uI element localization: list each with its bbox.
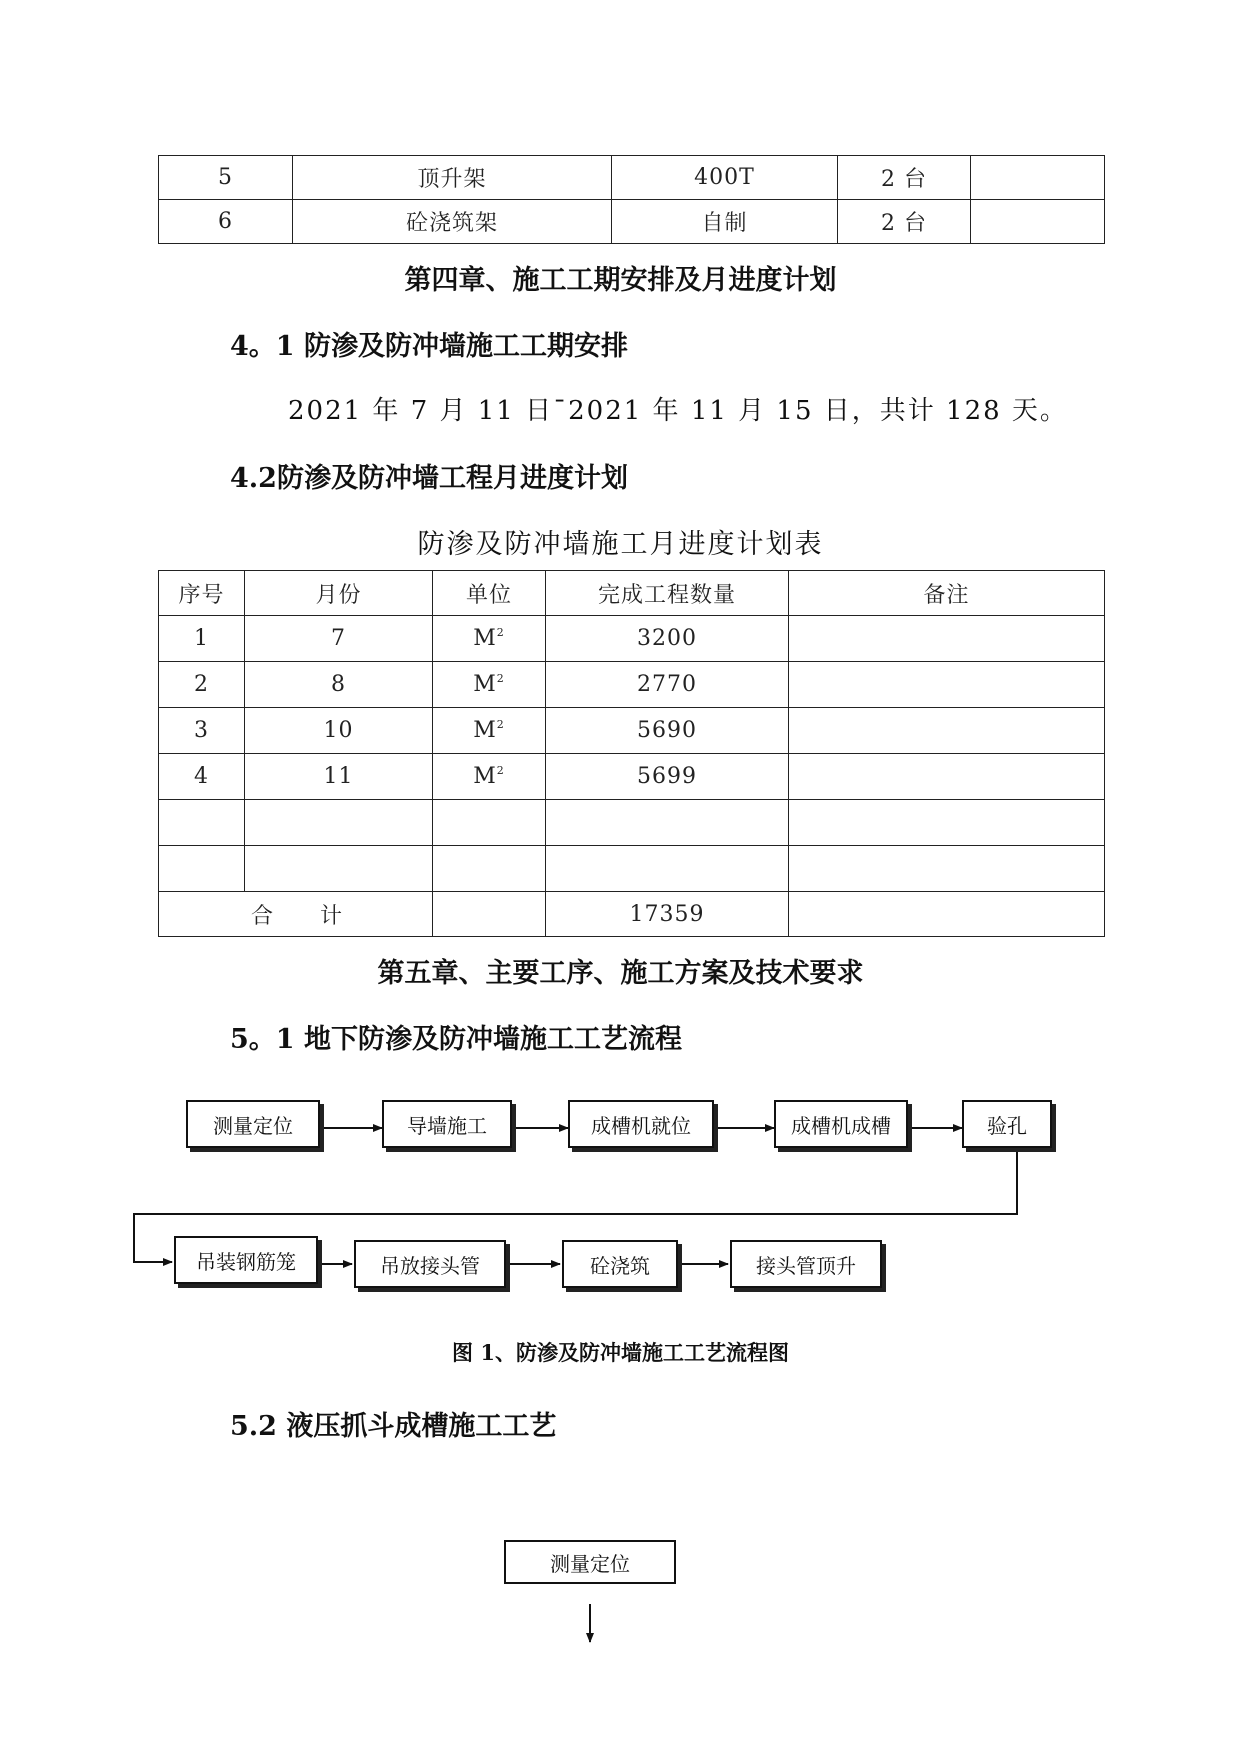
row-qty: 3200 [546, 616, 789, 662]
row-month: 10 [245, 708, 433, 754]
row-no: 2 [159, 662, 245, 708]
equip-name: 砼浇筑架 [293, 200, 612, 244]
row-qty: 5690 [546, 708, 789, 754]
row-no: 4 [159, 754, 245, 800]
flow-step-machine-position: 成槽机就位 [568, 1100, 714, 1148]
section-5-2-heading: 5.2 液压抓斗成槽施工工艺 [230, 1411, 557, 1442]
equip-no: 5 [159, 156, 293, 200]
flow-step-lift-cage: 吊装钢筋笼 [174, 1236, 318, 1284]
equip-qty: 2 台 [838, 200, 971, 244]
equip-spec: 400T [612, 156, 838, 200]
header-cell: 单位 [433, 571, 546, 616]
equip-qty: 2 台 [838, 156, 971, 200]
row-qty: 2770 [546, 662, 789, 708]
flow-step-pour-concrete: 砼浇筑 [562, 1240, 678, 1288]
row-month: 7 [245, 616, 433, 662]
header-cell: 序号 [159, 571, 245, 616]
row-unit: $M^2$ [433, 708, 546, 754]
schedule-text: 2021 年 7 月 11 日¯2021 年 11 月 15 日，共计 128 天。 [288, 396, 1068, 426]
row-unit: $M^2$ [433, 662, 546, 708]
progress-table-caption: 防渗及防冲墙施工月进度计划表 [417, 529, 824, 560]
flow-step-lift-pipe: 接头管顶升 [730, 1240, 882, 1288]
row-no: 1 [159, 616, 245, 662]
row-month: 11 [245, 754, 433, 800]
equip-name: 顶升架 [293, 156, 612, 200]
header-cell: 完成工程数量 [546, 571, 789, 616]
equip-no: 6 [159, 200, 293, 244]
section-4-1-heading: 4。1 防渗及防冲墙施工工期安排 [230, 331, 628, 362]
total-qty: 17359 [546, 892, 789, 937]
row-no: 3 [159, 708, 245, 754]
flow-step-inspect-hole: 验孔 [962, 1100, 1052, 1148]
header-cell: 月份 [245, 571, 433, 616]
row-unit: $M^2$ [433, 616, 546, 662]
flow2-step-measure: 测量定位 [504, 1540, 676, 1584]
equip-spec: 自制 [612, 200, 838, 244]
flow-step-guide-wall: 导墙施工 [382, 1100, 512, 1148]
flow-step-place-pipe: 吊放接头管 [354, 1240, 506, 1288]
section-4-2-heading: 4.2防渗及防冲墙工程月进度计划 [230, 463, 628, 494]
section-5-1-heading: 5。1 地下防渗及防冲墙施工工艺流程 [230, 1024, 682, 1055]
total-label: 合 计 [159, 892, 433, 937]
figure1-caption: 图 1、防渗及防冲墙施工工艺流程图 [452, 1340, 789, 1365]
header-cell: 备注 [789, 571, 1105, 616]
row-unit: $M^2$ [433, 754, 546, 800]
chapter5-title: 第五章、主要工序、施工方案及技术要求 [377, 958, 864, 989]
row-month: 8 [245, 662, 433, 708]
flow-step-trenching: 成槽机成槽 [774, 1100, 908, 1148]
chapter4-title: 第四章、施工工期安排及月进度计划 [404, 265, 837, 296]
flow-step-measure: 测量定位 [186, 1100, 320, 1148]
row-qty: 5699 [546, 754, 789, 800]
